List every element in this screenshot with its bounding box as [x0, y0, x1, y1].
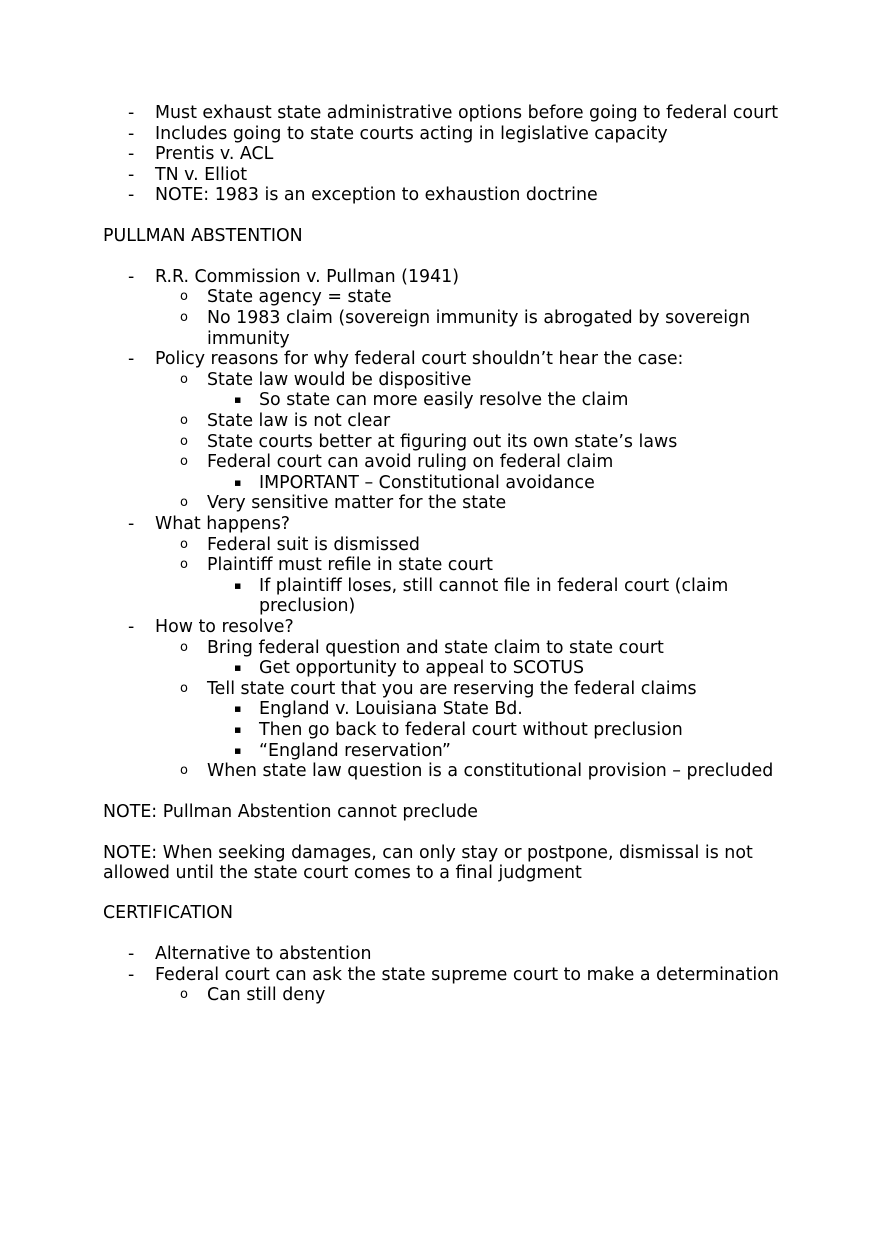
- list-item: ▪ “England reservation”: [234, 740, 451, 761]
- circle-bullet: o: [180, 557, 188, 573]
- pullman-list: [103, 267, 783, 782]
- list-item: - Must exhaust state administrative options before going to federal court: [128, 103, 779, 123]
- list-item: - NOTE: 1983 is an exception to exhaustion doctrine: [128, 185, 598, 206]
- list-item: ▪ So state can more easily resolve the claim: [234, 390, 629, 411]
- circle-bullet: o: [180, 371, 188, 387]
- list-item: - R.R. Commission v. Pullman (1941): [128, 266, 459, 287]
- dash-bullet: -: [128, 164, 135, 185]
- circle-bullet: o: [180, 454, 188, 470]
- dash-bullet: -: [128, 103, 135, 123]
- square-bullet: ▪: [234, 578, 242, 592]
- list-item: o Bring federal question and state claim to state court: [180, 637, 664, 658]
- square-bullet: ▪: [234, 393, 242, 407]
- certification-list: [103, 944, 783, 1006]
- square-bullet: ▪: [234, 702, 242, 716]
- list-item: - How to resolve?: [128, 616, 294, 637]
- dash-bullet: -: [128, 616, 135, 637]
- list-item: - Prentis v. ACL: [128, 144, 274, 165]
- list-item: - Policy reasons for why federal court shouldn’t hear the case:: [128, 349, 684, 370]
- dash-bullet: -: [128, 944, 135, 965]
- circle-bullet: o: [180, 433, 188, 449]
- circle-bullet: o: [180, 639, 188, 655]
- square-bullet: ▪: [234, 743, 242, 757]
- list-item: - Alternative to abstention: [128, 944, 372, 965]
- list-item: - Federal court can ask the state supreme court to make a determination: [128, 964, 779, 985]
- dash-bullet: -: [128, 144, 135, 165]
- circle-bullet: o: [180, 289, 188, 305]
- list-item: o Very sensitive matter for the state: [180, 493, 507, 514]
- circle-bullet: o: [180, 536, 188, 552]
- dash-bullet: -: [128, 123, 135, 144]
- list-item: ▪ If plaintiff loses, still cannot file in federal court (claim preclusion): [234, 575, 729, 617]
- list-item: ▪ Get opportunity to appeal to SCOTUS: [234, 658, 585, 679]
- dash-bullet: -: [128, 349, 135, 370]
- list-item: ▪ Then go back to federal court without preclusion: [234, 719, 683, 740]
- list-item: o Federal court can avoid ruling on federal claim: [180, 452, 614, 473]
- square-bullet: ▪: [234, 722, 242, 736]
- list-item: ▪ England v. Louisiana State Bd.: [234, 699, 523, 720]
- list-item: o When state law question is a constitutional provision – precluded: [180, 761, 774, 782]
- list-item: o State law is not clear: [180, 411, 391, 432]
- list-item: o State agency = state: [180, 287, 392, 308]
- list-item: o Plaintiff must refile in state court: [180, 555, 493, 576]
- list-item: o State courts better at figuring out its own state’s laws: [180, 431, 678, 452]
- circle-bullet: o: [180, 310, 188, 326]
- circle-bullet: o: [180, 413, 188, 429]
- square-bullet: ▪: [234, 661, 242, 675]
- list-item: o No 1983 claim (sovereign immunity is abrogated by sovereign immunity: [180, 308, 751, 349]
- section-heading-certification: CERTIFICATION: [103, 903, 233, 924]
- square-bullet: ▪: [234, 475, 242, 489]
- dash-bullet: -: [128, 185, 135, 206]
- document-body: [103, 103, 783, 1006]
- circle-bullet: o: [180, 495, 188, 511]
- circle-bullet: o: [180, 987, 188, 1003]
- circle-bullet: o: [180, 680, 188, 696]
- dash-bullet: -: [128, 513, 135, 534]
- list-item: - What happens?: [128, 513, 290, 534]
- dash-bullet: -: [128, 964, 135, 985]
- note-paragraph: NOTE: When seeking damages, can only stay or postpone, dismissal is not allowed until the state court comes to a final judgment: [103, 842, 753, 883]
- list-item: o Tell state court that you are reserving the federal claims: [180, 678, 697, 699]
- list-item: - TN v. Elliot: [128, 164, 248, 185]
- list-item: o Federal suit is dismissed: [180, 534, 420, 555]
- exhaustion-list: [103, 103, 783, 206]
- list-item: ▪ IMPORTANT – Constitutional avoidance: [234, 472, 595, 493]
- list-item: - Includes going to state courts acting in legislative capacity: [128, 123, 668, 144]
- dash-bullet: -: [128, 266, 135, 287]
- list-item: o State law would be dispositive: [180, 369, 472, 390]
- note-paragraph: NOTE: Pullman Abstention cannot preclude: [103, 802, 478, 822]
- section-heading-pullman: PULLMAN ABSTENTION: [103, 226, 303, 247]
- circle-bullet: o: [180, 763, 188, 779]
- list-item: o Can still deny: [180, 985, 326, 1006]
